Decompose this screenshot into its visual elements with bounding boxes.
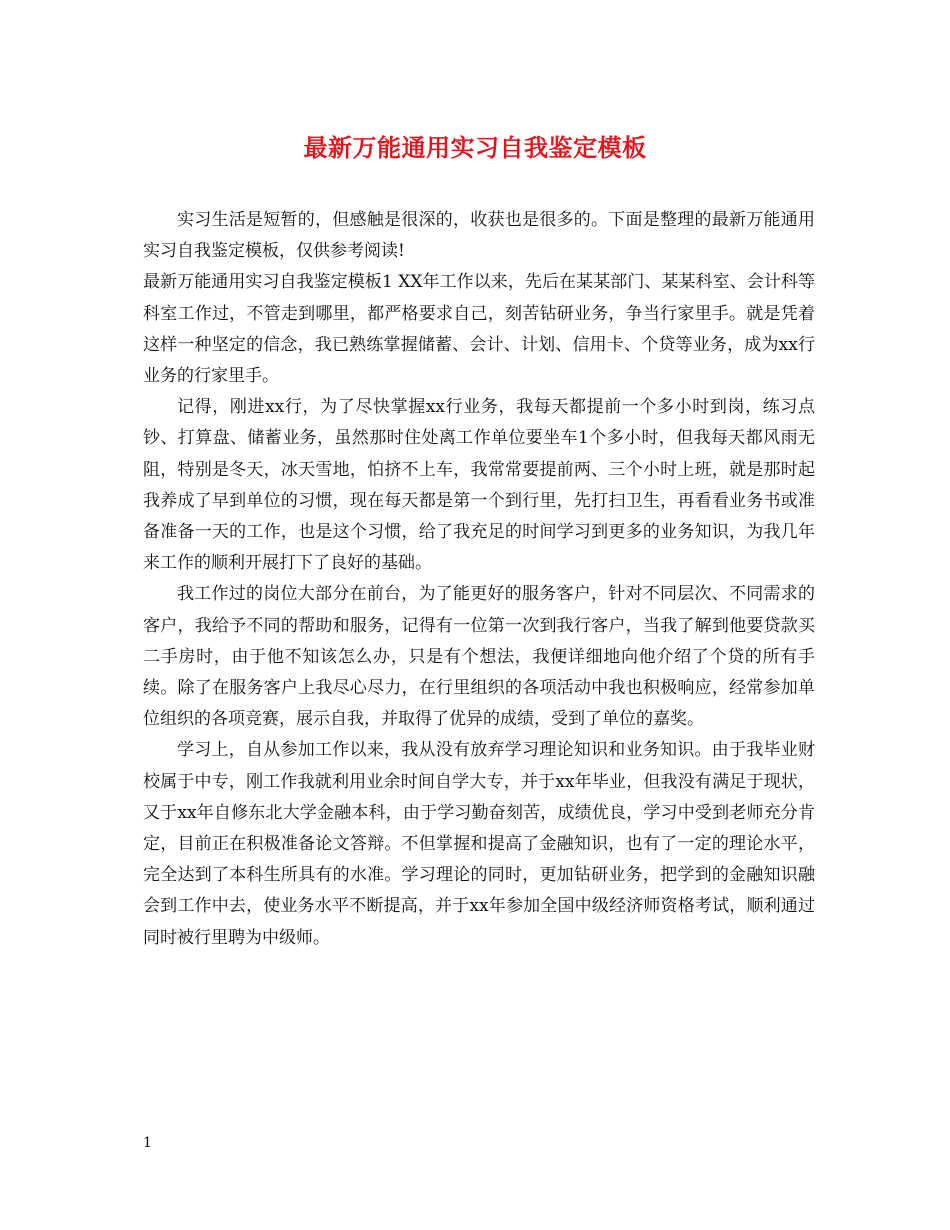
document-title: 最新万能通用实习自我鉴定模板 <box>303 133 647 162</box>
section-heading: 最新万能通用实习自我鉴定模板1 <box>143 272 393 293</box>
document-body <box>143 205 815 954</box>
section-first-paragraph-text: XX年工作以来，先后在某某部门、某某科室、会计科等科室工作过，不管走到哪里，都严格要求自己，刻苦钻研业务，争当行家里手。就是凭着这样一种坚定的信念，我已熟练掌握储蓄、会计、计划、信用卡、个贷等业务，成为xx行业务的行家里手。 <box>143 272 815 387</box>
page-number: 1 <box>143 1135 152 1151</box>
section-first-paragraph <box>143 267 815 392</box>
intro-paragraph: 实习生活是短暂的，但感触是很深的，收获也是很多的。下面是整理的最新万能通用实习自我鉴定模板，仅供参考阅读! <box>143 210 815 262</box>
body-paragraph-3: 学习上，自从参加工作以来，我从没有放弃学习理论知识和业务知识。由于我毕业财校属于中专，刚工作我就利用业余时间自学大专，并于xx年毕业，但我没有满足于现状，又于xx年自修东北大学金融本科，由于学习勤奋刻苦，成绩优良，学习中受到老师充分肯定，目前正在积极准备论文答辩。不但掌握和提高了金融知识，也有了一定的理论水平，完全达到了本科生所具有的水准。学习理论的同时，更加钻研业务，把学到的金融知识融会到工作中去，使业务水平不断提高，并于xx年参加全国中级经济师资格考试，顺利通过同时被行里聘为中级师。 <box>143 740 815 948</box>
body-paragraph-1: 记得，刚进xx行，为了尽快掌握xx行业务，我每天都提前一个多小时到岗，练习点钞、打算盘、储蓄业务，虽然那时住处离工作单位要坐车1个多小时，但我每天都风雨无阻，特别是冬天，冰天雪地，怕挤不上车，我常常要提前两、三个小时上班，就是那时起我养成了早到单位的习惯，现在每天都是第一个到行里，先打扫卫生，再看看业务书或准备准备一天的工作，也是这个习惯，给了我充足的时间学习到更多的业务知识，为我几年来工作的顺利开展打下了良好的基础。 <box>143 397 815 574</box>
body-paragraph-2: 我工作过的岗位大部分在前台，为了能更好的服务客户，针对不同层次、不同需求的客户，我给予不同的帮助和服务，记得有一位第一次到我行客户，当我了解到他要贷款买二手房时，由于他不知该怎么办，只是有个想法，我便详细地向他介绍了个贷的所有手续。除了在服务客户上我尽心尽力，在行里组织的各项活动中我也积极响应，经常参加单位组织的各项竞赛，展示自我，并取得了优异的成绩，受到了单位的嘉奖。 <box>143 584 815 730</box>
